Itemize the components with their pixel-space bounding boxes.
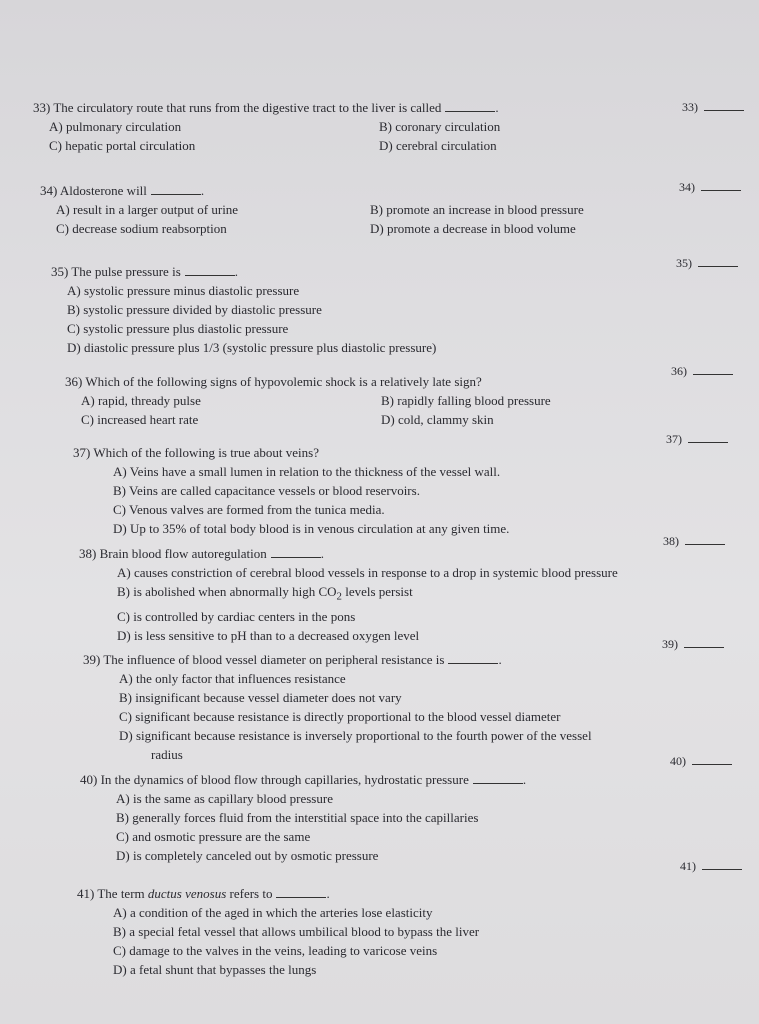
option-c: C) is controlled by cardiac centers in the pons [117, 608, 356, 624]
option-b: B) a special fetal vessel that allows umbilical blood to bypass the liver [113, 924, 480, 939]
question-number: 35) [51, 264, 69, 279]
question-stem: In the dynamics of blood flow through capillaries, hydrostatic pressure [100, 772, 469, 787]
question-41: 41) The term ductus venosus refers to . A) a condition of the aged in which the arteries lose elasticity B) a special fetal vessel that allows umbilical blood to bypass the liver C) damage to the valves in the veins, leading to varicose veins D) a fetal shunt that bypasses the lungs [77, 886, 480, 977]
option-b: B) generally forces fluid from the interstitial space into the capillaries [116, 810, 479, 825]
question-number: 40) [80, 772, 98, 787]
question-number: 37) [73, 445, 91, 460]
option-d: D) diastolic pressure plus 1/3 (systolic pressure plus diastolic pressure) [67, 340, 437, 355]
option-b: B) is abolished when abnormally high $CO_2$ levels persist [117, 584, 413, 603]
answer-slot-36: 36) [671, 364, 733, 379]
option-a: A) pulmonary circulation [49, 119, 182, 134]
question-term: ductus venosus [147, 886, 227, 901]
option-d-continuation: radius [151, 747, 183, 762]
answer-blank [151, 193, 201, 195]
question-34: 34) Aldosterone will . A) result in a larger output of urine B) promote an increase in blood pressure C) decrease sodium reabsorption D) promote a decrease in blood volume [40, 181, 650, 238]
answer-slot-40: 40) [670, 754, 732, 769]
answer-slot-35: 35) [676, 256, 738, 271]
option-c: C) decrease sodium reabsorption [56, 221, 227, 236]
option-b: B) systolic pressure divided by diastolic pressure [67, 302, 322, 317]
option-a: A) a condition of the aged in which the arteries lose elasticity [113, 905, 433, 920]
option-d: D) Up to 35% of total body blood is in venous circulation at any given time. [113, 521, 510, 536]
question-33: 33) The circulatory route that runs from the digestive tract to the liver is called . A) pulmonary circulation B) coronary circulation C) hepatic portal circulation D) cerebral circulation [33, 98, 639, 155]
question-35: 35) The pulse pressure is . A) systolic pressure minus diastolic pressure B) systolic pressure divided by diastolic pressure C) systolic pressure plus diastolic pressure D) diastolic pressure plus 1/3 (systolic pressure plus diastolic pressure) [51, 264, 437, 355]
question-number: 33) [33, 100, 51, 115]
question-39: 39) The influence of blood vessel diameter on peripheral resistance is . A) the only factor that influences resistance B) insignificant because vessel diameter does not vary C) significant because resistance is directly proportional to the blood vessel diameter D) significant because resistance is inversely proportional to the fourth power of the vessel radius [83, 652, 592, 762]
question-38: 38) Brain blood flow autoregulation . A) causes constriction of cerebral blood vessels in response to a drop in systemic blood pressure B) is abolished when abnormally high $CO_2$ levels persist C) is controlled by cardiac centers in the pons D) is less sensitive to pH than to a decreased oxygen level [79, 546, 618, 643]
answer-blank [185, 274, 235, 276]
answer-blank [271, 556, 321, 558]
option-b: B) Veins are called capacitance vessels or blood reservoirs. [113, 483, 420, 498]
question-stem: Aldosterone will [59, 183, 147, 198]
question-number: 36) [65, 374, 83, 389]
option-a: A) the only factor that influences resistance [119, 671, 346, 686]
answer-blank [445, 110, 495, 112]
question-stem: Brain blood flow autoregulation [99, 546, 267, 561]
question-number: 38) [79, 546, 97, 561]
option-c: C) significant because resistance is directly proportional to the blood vessel diameter [119, 709, 561, 724]
option-a: A) systolic pressure minus diastolic pressure [67, 283, 300, 298]
option-d: D) cerebral circulation [379, 138, 497, 153]
option-b: B) insignificant because vessel diameter does not vary [119, 690, 402, 705]
option-c: C) and osmotic pressure are the same [116, 829, 311, 844]
option-b: B) coronary circulation [379, 119, 501, 134]
option-a: A) result in a larger output of urine [56, 202, 239, 217]
option-b: B) rapidly falling blood pressure [381, 393, 551, 408]
option-a: A) is the same as capillary blood pressure [116, 791, 333, 806]
question-number: 41) [77, 886, 95, 901]
option-a: A) rapid, thready pulse [81, 393, 201, 408]
option-d: D) promote a decrease in blood volume [370, 221, 576, 236]
option-d: D) is less sensitive to pH than to a decreased oxygen level [117, 627, 420, 643]
question-stem: The pulse pressure is [71, 264, 181, 279]
option-b: B) promote an increase in blood pressure [370, 202, 584, 217]
question-stem: Which of the following is true about veins? [93, 445, 319, 460]
answer-blank [276, 896, 326, 898]
option-a: A) Veins have a small lumen in relation to the thickness of the vessel wall. [113, 464, 501, 479]
option-c: C) increased heart rate [81, 412, 199, 427]
answer-slot-37: 37) [666, 432, 728, 447]
question-stem: The circulatory route that runs from the digestive tract to the liver is called [53, 100, 442, 115]
option-d: D) significant because resistance is inversely proportional to the fourth power of the vessel [119, 728, 592, 743]
answer-slot-39: 39) [662, 637, 724, 652]
option-c: C) damage to the valves in the veins, leading to varicose veins [113, 943, 438, 958]
answer-slot-41: 41) [680, 859, 742, 874]
option-c: C) systolic pressure plus diastolic pressure [67, 321, 289, 336]
option-d: D) a fetal shunt that bypasses the lungs [113, 962, 317, 977]
answer-blank [473, 782, 523, 784]
option-a: A) causes constriction of cerebral blood vessels in response to a drop in systemic blood pressure [117, 565, 618, 580]
option-c: C) Venous valves are formed from the tunica media. [113, 502, 385, 517]
answer-slot-38: 38) [663, 534, 725, 549]
question-40: 40) In the dynamics of blood flow through capillaries, hydrostatic pressure . A) is the same as capillary blood pressure B) generally forces fluid from the interstitial space into the capillaries C) and osmotic pressure are the same D) is completely canceled out by osmotic pressure [80, 772, 527, 863]
question-stem: Which of the following signs of hypovolemic shock is a relatively late sign? [85, 374, 482, 389]
answer-blank [448, 662, 498, 664]
option-d: D) is completely canceled out by osmotic pressure [116, 848, 379, 863]
answer-slot-34: 34) [679, 180, 741, 195]
option-d: D) cold, clammy skin [381, 412, 494, 427]
question-stem: The influence of blood vessel diameter on peripheral resistance is [103, 652, 445, 667]
question-36 [65, 372, 661, 429]
option-c: C) hepatic portal circulation [49, 138, 196, 153]
answer-slot-33: 33) [682, 100, 744, 115]
question-37 [73, 443, 509, 538]
question-number: 39) [83, 652, 101, 667]
question-number: 34) [40, 183, 58, 198]
